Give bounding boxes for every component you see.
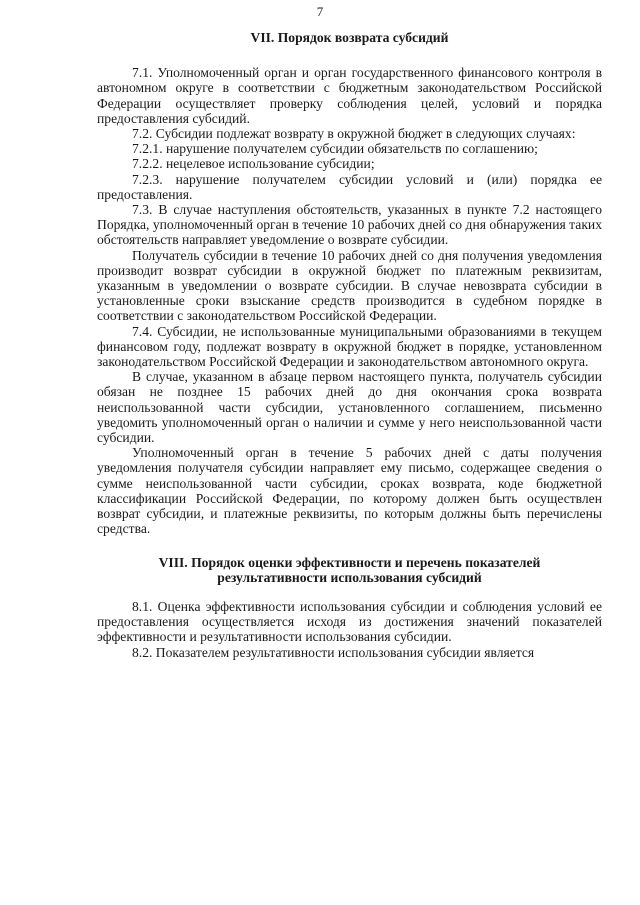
section-8-title-line-1: VIII. Порядок оценки эффективности и перечень показателей: [158, 554, 541, 570]
paragraph-7-4: 7.4. Субсидии, не использованные муниципальными образованиями в текущем финансовом году, подлежат возврату в окружной бюджет в порядке, установленном законодательством Российской Федерации и законодательством автономного округа.: [97, 323, 602, 370]
paragraph-8-2: 8.2. Показателем результативности использования субсидии является: [132, 644, 535, 660]
paragraph-7-2-3: 7.2.3. нарушение получателем субсидии условий и (или) порядка ее предоставления.: [97, 171, 602, 202]
paragraph-7-2: 7.2. Субсидии подлежат возврату в окружной бюджет в следующих случаях:: [132, 126, 576, 142]
paragraph-7-3: 7.3. В случае наступления обстоятельств, указанных в пункте 7.2 настоящего Порядка, уполномоченный орган в течение 10 рабочих дней со дня обнаружения таких обстоятельств направляет уведомление о возврате субсидии.: [97, 202, 602, 248]
paragraph-7-2-2: 7.2.2. нецелевое использование субсидии;: [132, 156, 375, 172]
section-8-title-line-2: результативности использования субсидий: [217, 569, 482, 585]
section-8-title: [97, 555, 602, 585]
paragraph-7-1: 7.1. Уполномоченный орган и орган государственного финансового контроля в автономном округе в соответствии с бюджетным законодательством Российской Федерации осуществляет проверку соблюдения целей, условий и порядка предоставления субсидий.: [97, 65, 602, 126]
paragraph-7-3-recipient: Получатель субсидии в течение 10 рабочих дней со дня получения уведомления производит возврат субсидии в окружной бюджет по платежным реквизитам, указанным в уведомлении о возврате субсидии. В случае невозврата субсидии в установленные сроки взыскание средств производится в судебном порядке в соответствии с законодательством Российской Федерации.: [97, 247, 602, 324]
section-7-title: VII. Порядок возврата субсидий: [250, 30, 449, 45]
paragraph-7-2-1: 7.2.1. нарушение получателем субсидии обязательств по соглашению;: [132, 141, 538, 157]
page-number: 7: [316, 4, 324, 19]
document-body: [97, 30, 602, 660]
paragraph-7-4-case: В случае, указанном в абзаце первом настоящего пункта, получатель субсидии обязан не позднее 15 рабочих дней до дня окончания срока возврата неиспользованной части субсидии, установленного соглашением, письменно уведомить уполномоченный орган о наличии и сумме у него неиспользованной части субсидии.: [97, 369, 602, 446]
paragraph-8-1: 8.1. Оценка эффективности использования субсидии и соблюдения условий ее предоставления осуществляется исходя из достижения значений показателей эффективности и результативности использования субсидии.: [97, 598, 602, 645]
paragraph-7-4-authority: Уполномоченный орган в течение 5 рабочих дней с даты получения уведомления получателя субсидии направляет ему письмо, содержащее сведения о сумме неиспользованной части субсидии, сроках возврата, коде бюджетной классификации Российской Федерации, по которому должен быть осуществлен возврат субсидии, и платежные реквизиты, по которым должны быть перечислены средства.: [97, 445, 602, 537]
